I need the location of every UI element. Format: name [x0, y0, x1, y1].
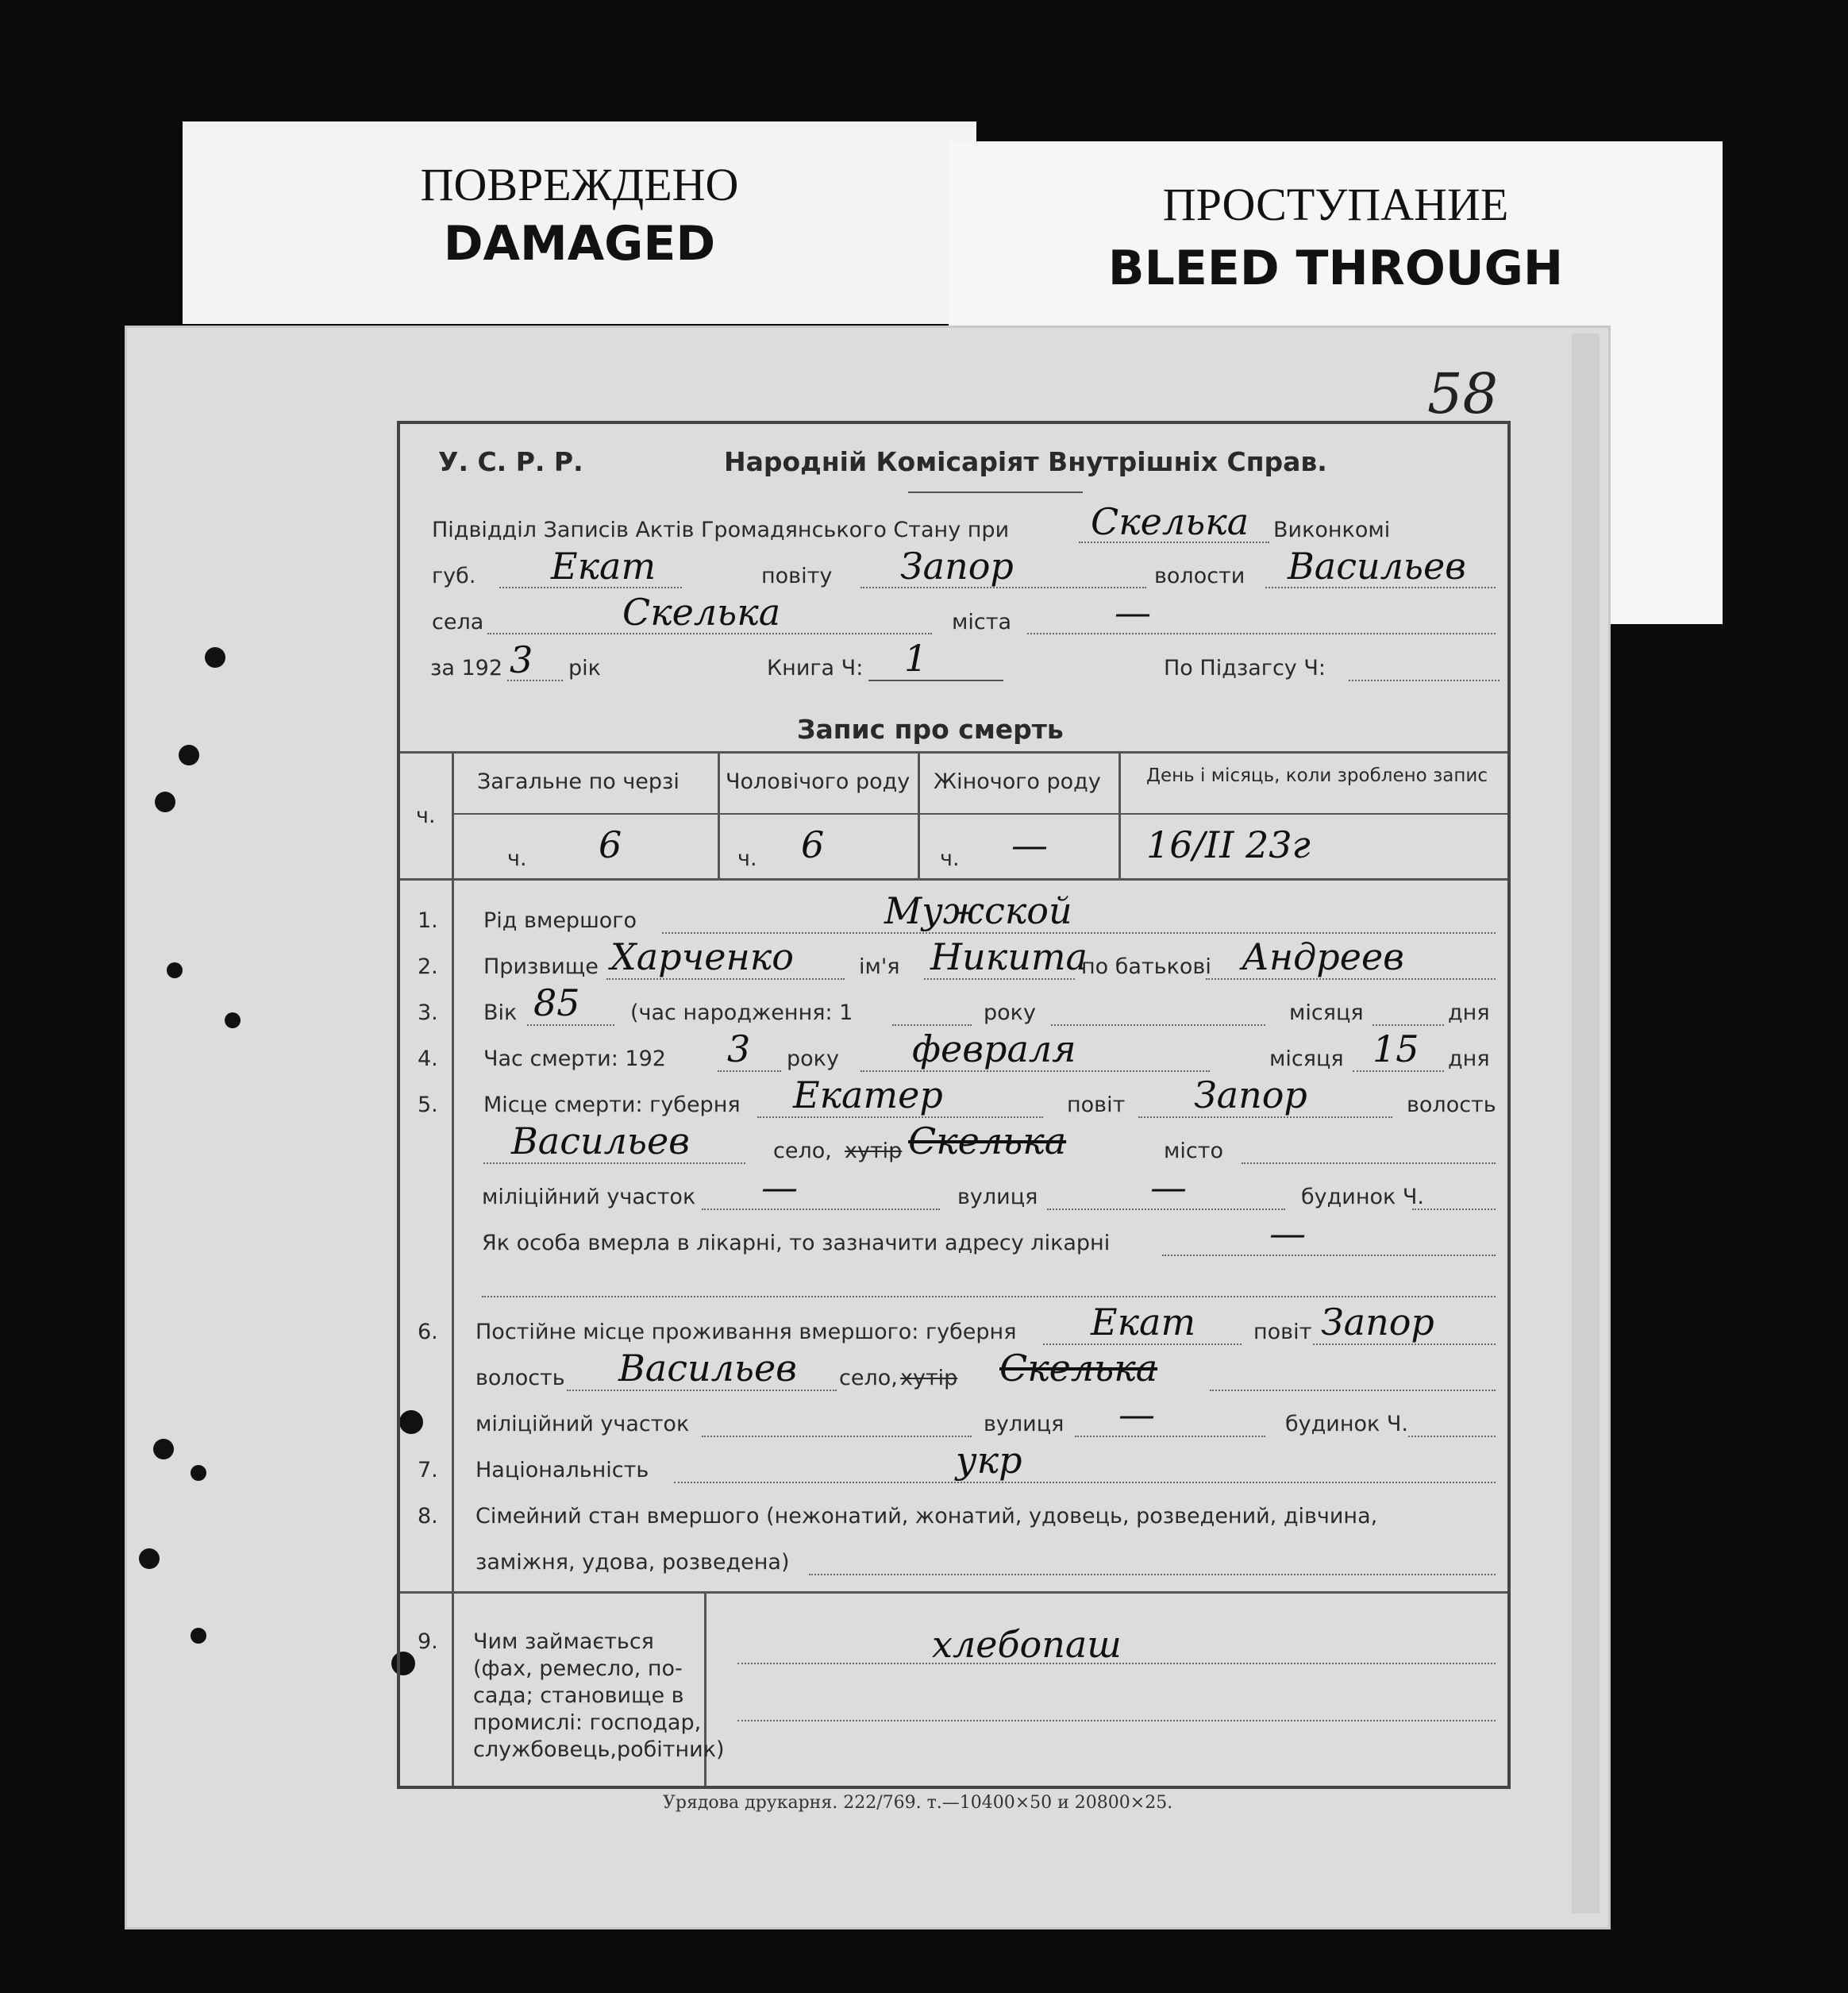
subdivision-label: Підвідділ Записів Актів Громадянського Стану при: [432, 518, 1010, 542]
r2-name-value: Никита: [930, 935, 1088, 978]
r5-khutir-label: хутір: [845, 1139, 903, 1163]
r6-street-value: —: [1118, 1393, 1155, 1436]
misto-label: міста: [952, 610, 1011, 634]
r3-year-label: року: [984, 1000, 1036, 1025]
fill-line: [482, 1296, 1496, 1297]
r6-street-label: вулиця: [984, 1412, 1065, 1436]
r6-khutir-label: хутір: [900, 1366, 958, 1390]
r2-surname-label: Призвище: [483, 954, 599, 979]
fill-line: [1079, 542, 1269, 543]
title-rule: [908, 492, 1083, 493]
fill-line: [1412, 1209, 1496, 1210]
r9-label-line5: службовець,робітник): [473, 1737, 725, 1762]
r5-povit-value: Запор: [1194, 1074, 1307, 1116]
counts-col1-value: 6: [599, 823, 622, 866]
fill-line: [702, 1209, 940, 1210]
r2-name-label: ім'я: [859, 954, 900, 979]
r5-selo-value: Скелька: [908, 1120, 1067, 1162]
table-rule: [918, 751, 920, 878]
counts-col4-value: 16/II 23г: [1146, 823, 1311, 866]
counts-col1-header: Загальне по черзі: [477, 769, 680, 794]
sheet-edge: [1572, 333, 1600, 1914]
selo-label: села: [432, 610, 484, 634]
r6-volost-value: Васильев: [618, 1347, 797, 1390]
r5-povit-label: повіт: [1067, 1093, 1126, 1117]
povit-value: Запор: [900, 545, 1014, 588]
table-rule: [718, 751, 720, 878]
volost-value: Васильев: [1288, 545, 1466, 588]
r5-militia-label: міліційний участок: [482, 1185, 696, 1209]
r1-value: Мужской: [884, 889, 1072, 932]
binding-hole: [191, 1628, 206, 1644]
gub-label: губ.: [432, 564, 476, 588]
binding-hole: [191, 1465, 206, 1481]
fill-line: [860, 587, 1146, 588]
fill-line: [1265, 587, 1496, 588]
table-rule: [400, 878, 1507, 881]
r6-volost-label: волость: [475, 1366, 565, 1390]
counts-col3-header: Жіночого роду: [934, 769, 1101, 794]
binding-hole: [153, 1439, 174, 1459]
r5-selo-label: село,: [773, 1139, 832, 1163]
executive-label: Виконкомі: [1273, 518, 1391, 542]
fill-line: [606, 978, 845, 980]
r4-label: Час смерти: 192: [483, 1047, 666, 1071]
fill-line: [1027, 633, 1496, 634]
row-number: 5.: [418, 1093, 438, 1117]
fill-line: [1408, 1436, 1496, 1437]
povit-label: повіту: [761, 564, 833, 588]
fill-line: [1373, 1024, 1444, 1026]
r3-label: Вік: [483, 1000, 518, 1025]
r5-hospital-value: —: [1269, 1212, 1306, 1255]
fill-line: [1242, 1162, 1496, 1164]
counts-col4-header: День і місяць, коли зроблено запис: [1145, 765, 1488, 786]
r9-label-line2: (фах, ремесло, по-: [473, 1656, 683, 1681]
fill-line: [567, 1390, 837, 1391]
r8-label-2: заміжня, удова, розведена): [475, 1550, 790, 1575]
table-rule: [452, 878, 454, 1786]
ministry-title: Народній Комісаріят Внутрішніх Справ.: [724, 446, 1327, 477]
row-number: 9.: [418, 1629, 438, 1654]
row-number: 8.: [418, 1504, 438, 1528]
year-prefix: за 192: [430, 656, 503, 680]
r9-label-line4: промислі: господар,: [473, 1710, 702, 1735]
year-value: 3: [510, 638, 533, 681]
r5-militia-value: —: [761, 1166, 798, 1209]
counts-col1-prefix: ч.: [507, 846, 527, 871]
printer-imprint: Урядова друкарня. 222/769. т.—10400×50 и 20800×25.: [663, 1793, 1173, 1813]
fill-line: [1313, 1343, 1496, 1345]
row-number: 2.: [418, 954, 438, 979]
r6-gub-value: Екат: [1091, 1301, 1196, 1343]
r3-value: 85: [533, 981, 580, 1024]
r8-label: Сімейний стан вмершого (нежонатий, жонатий, удовець, розведений, дівчина,: [475, 1504, 1378, 1528]
fill-line: [1047, 1209, 1285, 1210]
fill-line: [1349, 680, 1500, 681]
fill-line: [1138, 1116, 1392, 1118]
subbook-label: По Підзагсу Ч:: [1164, 656, 1326, 680]
r1-label: Рід вмершого: [483, 908, 637, 933]
bleed-label-en: BLEED THROUGH: [1107, 241, 1564, 296]
r6-selo-value: Скелька: [999, 1347, 1158, 1390]
r6-selo-label: село,: [839, 1366, 898, 1390]
fill-line: [702, 1436, 972, 1437]
r4-year-value: 3: [727, 1027, 751, 1070]
bleed-label-ru: ПРОСТУПАНИЕ: [1162, 179, 1509, 230]
misto-value: —: [1115, 591, 1151, 634]
damaged-card: [183, 121, 976, 324]
selo-value: Скелька: [622, 591, 781, 634]
r6-povit-label: повіт: [1253, 1320, 1312, 1344]
subdivision-value: Скелька: [1091, 500, 1249, 543]
gub-value: Екат: [551, 545, 656, 588]
r5-street-value: —: [1150, 1166, 1187, 1209]
binding-hole: [179, 745, 199, 765]
row-number: 6.: [418, 1320, 438, 1344]
counts-col2-prefix: ч.: [737, 846, 757, 871]
death-record-form: [397, 421, 1511, 1789]
book-value: 1: [904, 637, 928, 680]
state-label: У. С. Р. Р.: [438, 446, 583, 477]
counts-col2-value: 6: [801, 823, 825, 866]
fill-line: [1043, 1343, 1242, 1345]
fill-line: [507, 680, 563, 681]
r2-patronymic-value: Андреев: [1242, 935, 1404, 978]
fill-line: [868, 680, 1003, 681]
fill-line: [924, 978, 1075, 980]
r4-year-label: року: [787, 1047, 839, 1071]
fill-line: [860, 1070, 1210, 1072]
r3-day-label: дня: [1448, 1000, 1490, 1025]
r5-street-label: вулиця: [957, 1185, 1038, 1209]
r6-house-label: будинок Ч.: [1285, 1412, 1408, 1436]
fill-line: [757, 1116, 1043, 1118]
fill-line: [718, 1070, 781, 1072]
r5-volost-label: волость: [1407, 1093, 1496, 1117]
r5-volost-value: Васильев: [511, 1120, 690, 1162]
r6-povit-value: Запор: [1321, 1301, 1434, 1343]
table-rule: [452, 813, 1507, 815]
r6-militia-label: міліційний участок: [475, 1412, 690, 1436]
fill-line: [527, 1024, 614, 1026]
r7-value: укр: [956, 1439, 1022, 1482]
r5-gub-value: Екатер: [793, 1074, 943, 1116]
table-rule: [1118, 751, 1121, 878]
r6-label: Постійне місце проживання вмершого: губерня: [475, 1320, 1017, 1344]
damaged-label-ru: ПОВРЕЖДЕНО: [420, 159, 739, 210]
fill-line: [483, 1162, 745, 1164]
r9-label-line1: Чим займається: [473, 1629, 654, 1654]
fill-line: [737, 1720, 1496, 1721]
counts-col2-header: Чоловічого роду: [726, 769, 911, 794]
fill-line: [499, 587, 682, 588]
row-number: 1.: [418, 908, 438, 933]
table-rule: [400, 751, 1507, 754]
fill-line: [737, 1663, 1496, 1664]
fill-line: [1210, 1390, 1496, 1391]
row-number: 3.: [418, 1000, 438, 1025]
fill-line: [892, 1024, 972, 1026]
counts-col3-prefix: ч.: [940, 846, 960, 871]
damaged-label-en: DAMAGED: [443, 216, 716, 272]
r4-month-label: місяця: [1269, 1047, 1344, 1071]
binding-hole: [155, 792, 175, 812]
fill-line: [1051, 1024, 1265, 1026]
r4-month-value: февраля: [912, 1027, 1076, 1070]
folio-number: 58: [1427, 361, 1499, 426]
r3-birth-label: (час народження: 1: [630, 1000, 853, 1025]
table-rule: [452, 751, 454, 878]
r2-patronymic-label: по батькові: [1081, 954, 1211, 979]
row-number: 4.: [418, 1047, 438, 1071]
record-title: Запис про смерть: [797, 714, 1064, 745]
volost-label: волости: [1154, 564, 1245, 588]
fill-line: [662, 932, 1496, 934]
r9-value: хлебопаш: [932, 1623, 1122, 1666]
fill-line: [1075, 1436, 1265, 1437]
r2-surname-value: Харченко: [610, 935, 794, 978]
fill-line: [487, 633, 932, 634]
fill-line: [674, 1482, 1496, 1483]
r5-house-label: будинок Ч.: [1301, 1185, 1424, 1209]
binding-hole: [225, 1012, 241, 1028]
r5-label: Місце смерти: губерня: [483, 1093, 741, 1117]
r5-hospital-label: Як особа вмерла в лікарні, то зазначити адресу лікарні: [482, 1231, 1111, 1255]
binding-hole: [205, 647, 225, 668]
fill-line: [1206, 978, 1496, 980]
r4-day-value: 15: [1373, 1027, 1419, 1070]
row-number: 7.: [418, 1458, 438, 1482]
r9-label-line3: сада; становище в: [473, 1683, 684, 1708]
r7-label: Національність: [475, 1458, 649, 1482]
binding-hole: [139, 1548, 160, 1569]
year-suffix: рік: [568, 656, 601, 680]
fill-line: [1162, 1255, 1496, 1256]
r3-month-label: місяця: [1289, 1000, 1364, 1025]
fill-line: [809, 1574, 1496, 1575]
r4-day-label: дня: [1448, 1047, 1490, 1071]
counts-col3-value: —: [1011, 823, 1048, 866]
binding-hole: [167, 962, 183, 978]
table-rule: [400, 1591, 1507, 1594]
counts-ch-label: ч.: [416, 804, 436, 828]
book-label: Книга Ч:: [767, 656, 864, 680]
r5-misto-label: місто: [1164, 1139, 1223, 1163]
fill-line: [1353, 1070, 1444, 1072]
